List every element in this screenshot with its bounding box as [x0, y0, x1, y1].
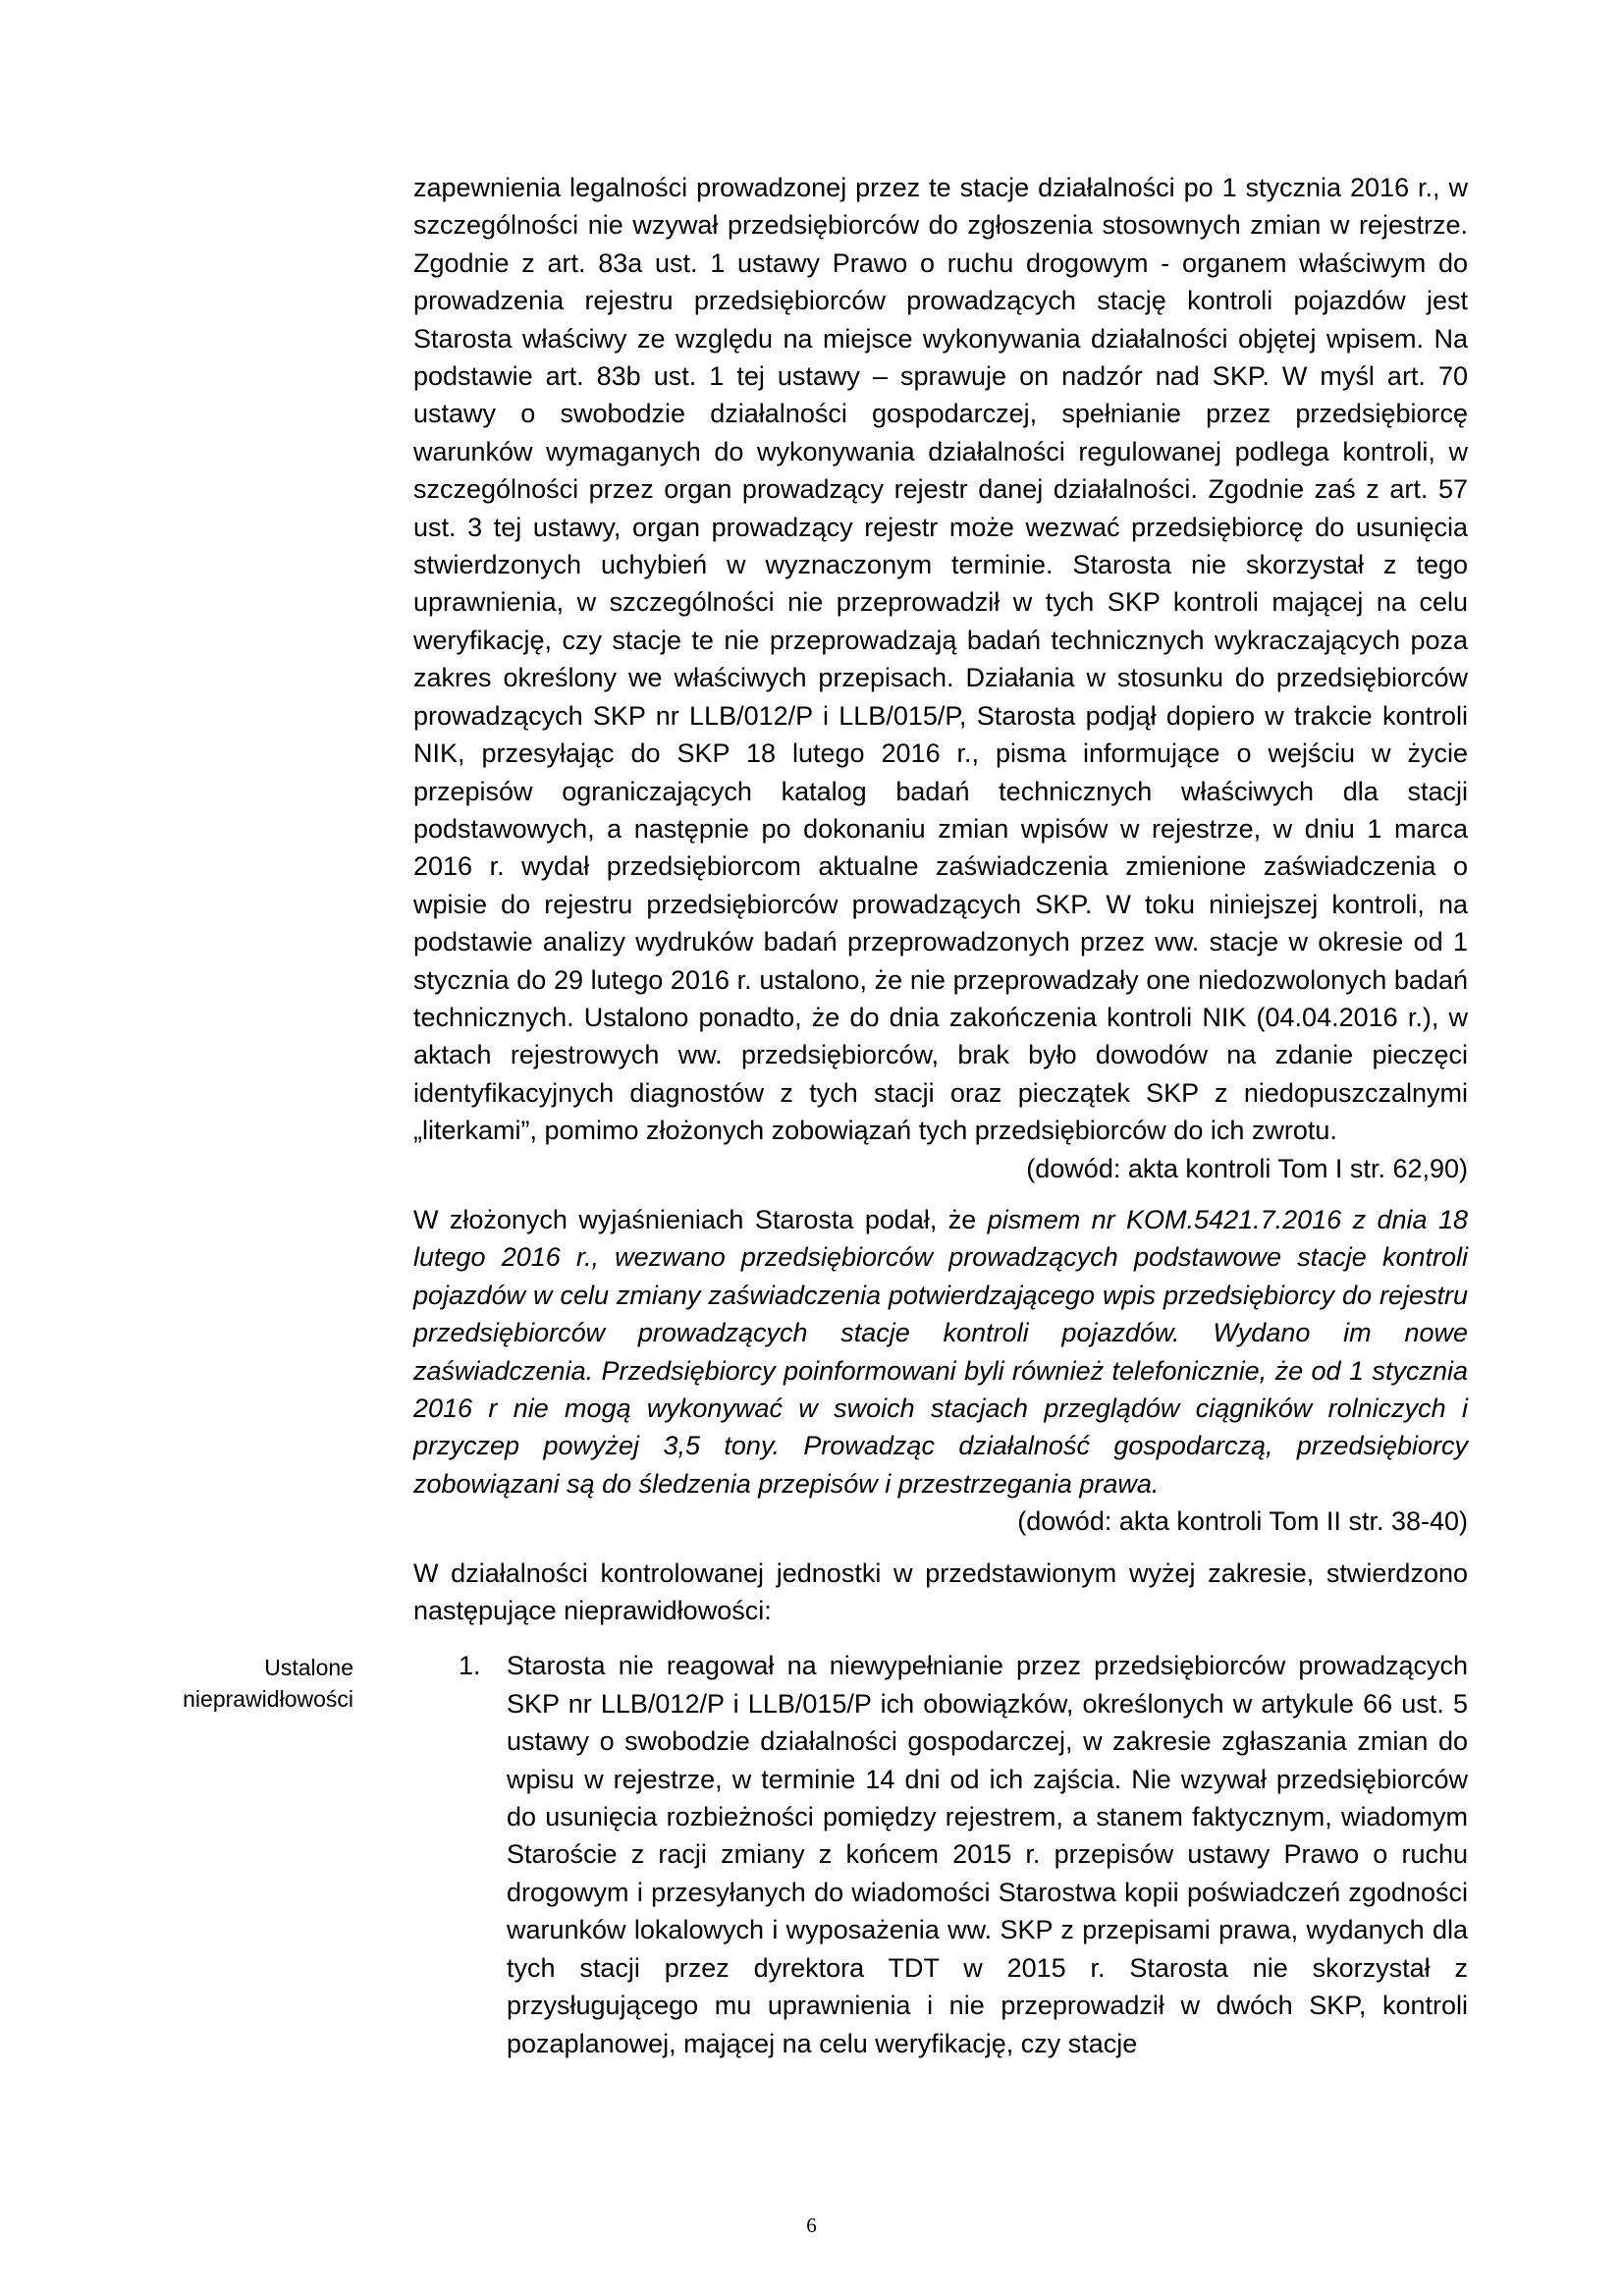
explanation-lead: W złożonych wyjaśnieniach Starosta podał, że [413, 1204, 988, 1234]
list-item [413, 1647, 1468, 2061]
margin-label: Ustalone nieprawidłowości [183, 1655, 353, 1712]
evidence-reference: (dowód: akta kontroli Tom II str. 38-40) [1017, 1506, 1468, 1537]
paragraph-starosta-explanation [413, 1201, 1468, 1503]
list-item-number: 1. [459, 1651, 481, 1681]
evidence-reference: (dowód: akta kontroli Tom I str. 62,90) [1026, 1153, 1468, 1183]
paragraph-gap [413, 1187, 1468, 1201]
paragraph-starosta-obligations: zapewnienia legalności prowadzonej przez te stacje działalności po 1 stycznia 2016 r., w szczególności nie wzywał przedsiębiorców do zgłoszenia stosownych zmian w rejestrze. Zgodnie z art. 83a ust. 1 ustawy Prawo o ruchu drogowym - organem właściwym do prowadzenia rejestru przedsiębiorców prowadzących stację kontroli pojazdów jest Starosta właściwy ze względu na miejsce wykonywania działalności objętej wpisem. Na podstawie art. 83b ust. 1 tej ustawy – sprawuje on nadzór nad SKP. W myśl art. 70 ustawy o swobodzie działalności gospodarczej, spełnianie przez przedsiębiorcę warunków wymaganych do wykonywania działalności regulowanej podlega kontroli, w szczególności przez organ prowadzący rejestr danej działalności. Zgodnie zaś z art. 57 ust. 3 tej ustawy, organ prowadzący rejestr może wezwać przedsiębiorcę do usunięcia stwierdzonych uchybień w wyznaczonym terminie. Starosta nie skorzystał z tego uprawnienia, w szczególności nie przeprowadził w tych SKP kontroli mającej na celu weryfikację, czy stacje te nie przeprowadzają badań technicznych wykraczających poza zakres określony we właściwych przepisach. Działania w stosunku do przedsiębiorców prowadzących SKP nr LLB/012/P i LLB/015/P, Starosta podjął dopiero w trakcie kontroli NIK, przesyłając do SKP 18 lutego 2016 r., pisma informujące o wejściu w życie przepisów ograniczających katalog badań technicznych właściwych dla stacji podstawowych, a następnie po dokonaniu zmian wpisów w rejestrze, w dniu 1 marca 2016 r. wydał przedsiębiorcom aktualne zaświadczenia zmienione zaświadczenia o wpisie do rejestru przedsiębiorców prowadzących SKP. W toku niniejszej kontroli, na podstawie analizy wydruków badań przeprowadzonych przez ww. stacje w okresie od 1 stycznia do 29 lutego 2016 r. ustalono, że nie przeprowadzały one niedozwolonych badań technicznych. Ustalono ponadto, że do dnia zakończenia kontroli NIK (04.04.2016 r.), w aktach rejestrowych ww. przedsiębiorców, brak było dowodów na zdanie pieczęci identyfikacyjnych diagnostów z tych stacji oraz pieczątek SKP z niedopuszczalnymi „literkami”, pomimo złożonych zobowiązań tych przedsiębiorców do ich zwrotu. [413, 173, 1468, 1146]
irregularities-list [413, 1647, 1468, 2061]
paragraph-gap [413, 1541, 1468, 1555]
list-item-text: Starosta nie reagował na niewypełnianie przez przedsiębiorców prowadzących SKP nr LLB/012/P i LLB/015/P ich obowiązków, określonych w artykule 66 ust. 5 ustawy o swobodzie działalności gospodarczej, w zakresie zgłaszania zmian do wpisu w rejestrze, w terminie 14 dni od ich zajścia. Nie wzywał przedsiębiorców do usunięcia rozbieżności pomiędzy rejestrem, a stanem faktycznym, wiadomym Staroście z racji zmiany z końcem 2015 r. przepisów ustawy Prawo o ruchu drogowym i przesyłanych do wiadomości Starostwa kopii poświadczeń zgodności warunków lokalowych i wyposażenia ww. SKP z przepisami prawa, wydanych dla tych stacji przez dyrektora TDT w 2015 r. Starosta nie skorzystał z przysługującego mu uprawnienia i nie przeprowadził w dwóch SKP, kontroli pozaplanowej, mającej na celu weryfikację, czy stacje [507, 1651, 1468, 2058]
page-number: 6 [806, 2214, 817, 2237]
document-body [413, 169, 1468, 2062]
explanation-quote: pismem nr KOM.5421.7.2016 z dnia 18 lutego 2016 r., wezwano przedsiębiorców prowadzących podstawowe stacje kontroli pojazdów w celu zmiany zaświadczenia potwierdzającego wpis przedsiębiorcy do rejestru przedsiębiorców prowadzących stacje kontroli pojazdów. Wydano im nowe zaświadczenia. Przedsiębiorcy poinformowani byli również telefonicznie, że od 1 stycznia 2016 r nie mogą wykonywać w swoich stacjach przeglądów ciągników rolniczych i przyczep powyżej 3,5 tony. Prowadząc działalność gospodarczą, przedsiębiorcy zobowiązani są do śledzenia przepisów i przestrzegania prawa. [413, 1204, 1469, 1499]
paragraph-irregularities-intro: W działalności kontrolowanej jednostki w przedstawionym wyżej zakresie, stwierdzono następujące nieprawidłowości: [413, 1558, 1468, 1626]
